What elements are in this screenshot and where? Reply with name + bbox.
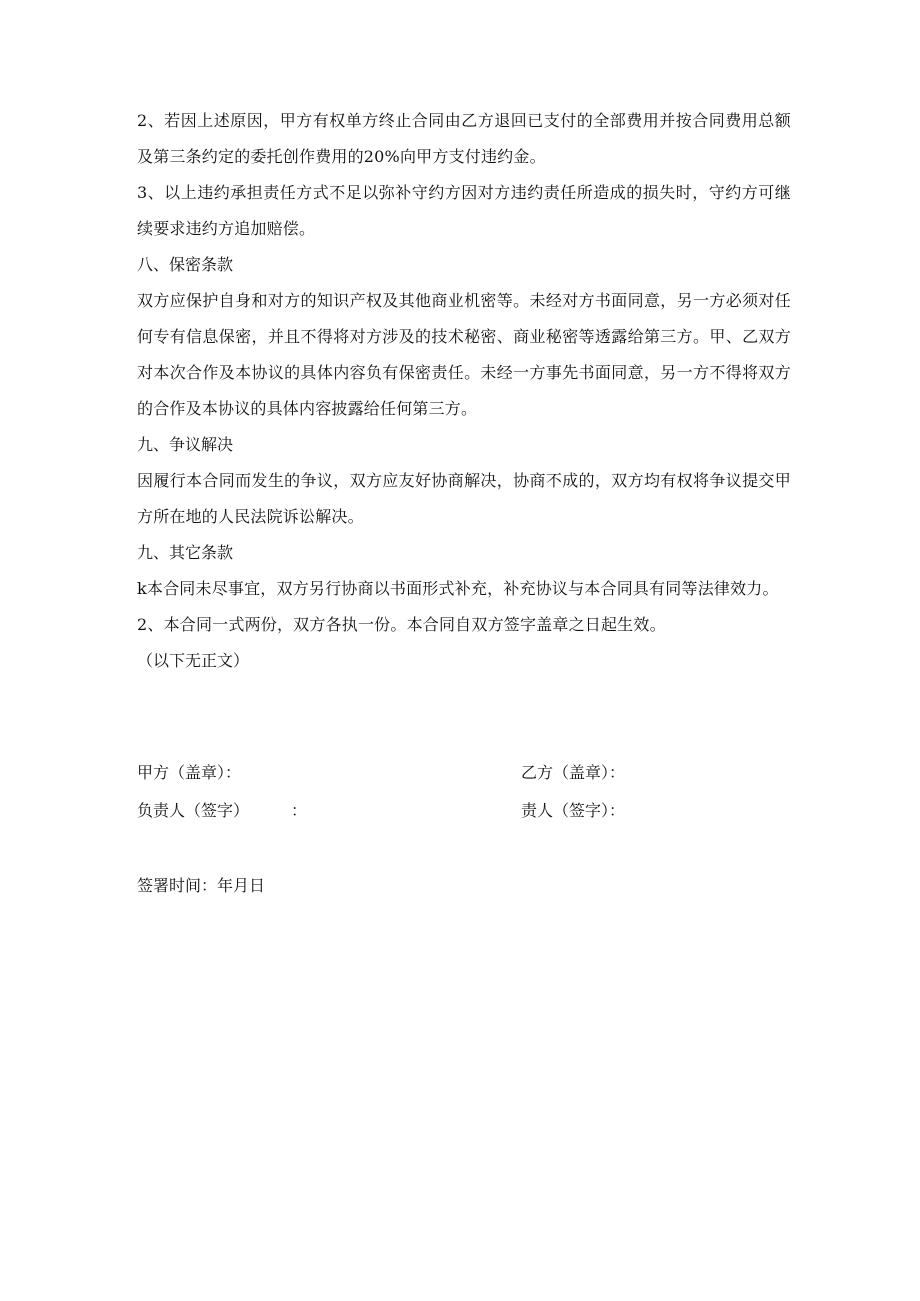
section-heading-dispute: 九、争议解决 — [137, 435, 234, 454]
contract-body — [137, 103, 791, 679]
section-heading-confidentiality: 八、保密条款 — [137, 255, 234, 274]
clause-dispute: 因履行本合同而发生的争议，双方应友好协商解决，协商不成的，双方均有权将争议提交甲方所在地的人民法院诉讼解决。 — [137, 471, 791, 526]
party-a-signer-label — [137, 798, 307, 821]
section-heading-other-terms: 九、其它条款 — [137, 543, 234, 562]
end-of-text-note: （以下无正文） — [137, 651, 250, 670]
clause-other-1: k本合同未尽事宜，双方另行协商以书面形式补充，补充协议与本合同具有同等法律效力。 — [137, 579, 779, 598]
party-a-signer-colon: ： — [291, 801, 308, 820]
party-b-seal-label: 乙方（盖章）： — [521, 763, 626, 782]
seal-row — [137, 760, 791, 798]
signature-block — [137, 760, 791, 836]
signing-date: 签署时间：年月日 — [137, 876, 266, 895]
party-b-signer-label: 责人（签字）： — [521, 801, 626, 820]
clause-confidentiality: 双方应保护自身和对方的知识产权及其他商业机密等。未经对方书面同意，另一方必须对任何专有信息保密，并且不得将对方涉及的技术秘密、商业秘密等透露给第三方。甲、乙双方对本次合作及本协议的具体内容负有保密责任。未经一方事先书面同意，另一方不得将双方的合作及本协议的具体内容披露给任何第三方。 — [137, 291, 791, 418]
party-a-signer-text: 负责人（签字） — [137, 801, 250, 820]
signer-row — [137, 798, 791, 836]
party-a-seal-label: 甲方（盖章）： — [137, 763, 242, 782]
clause-other-2: 2、本合同一式两份，双方各执一份。本合同自双方签字盖章之日起生效。 — [137, 615, 666, 634]
clause-7-3: 3、以上违约承担责任方式不足以弥补守约方因对方违约责任所造成的损失时，守约方可继续要求违约方追加赔偿。 — [137, 183, 791, 238]
clause-7-2: 2、若因上述原因，甲方有权单方终止合同由乙方退回已支付的全部费用并按合同费用总额及第三条约定的委托创作费用的20%向甲方支付违约金。 — [137, 111, 791, 166]
